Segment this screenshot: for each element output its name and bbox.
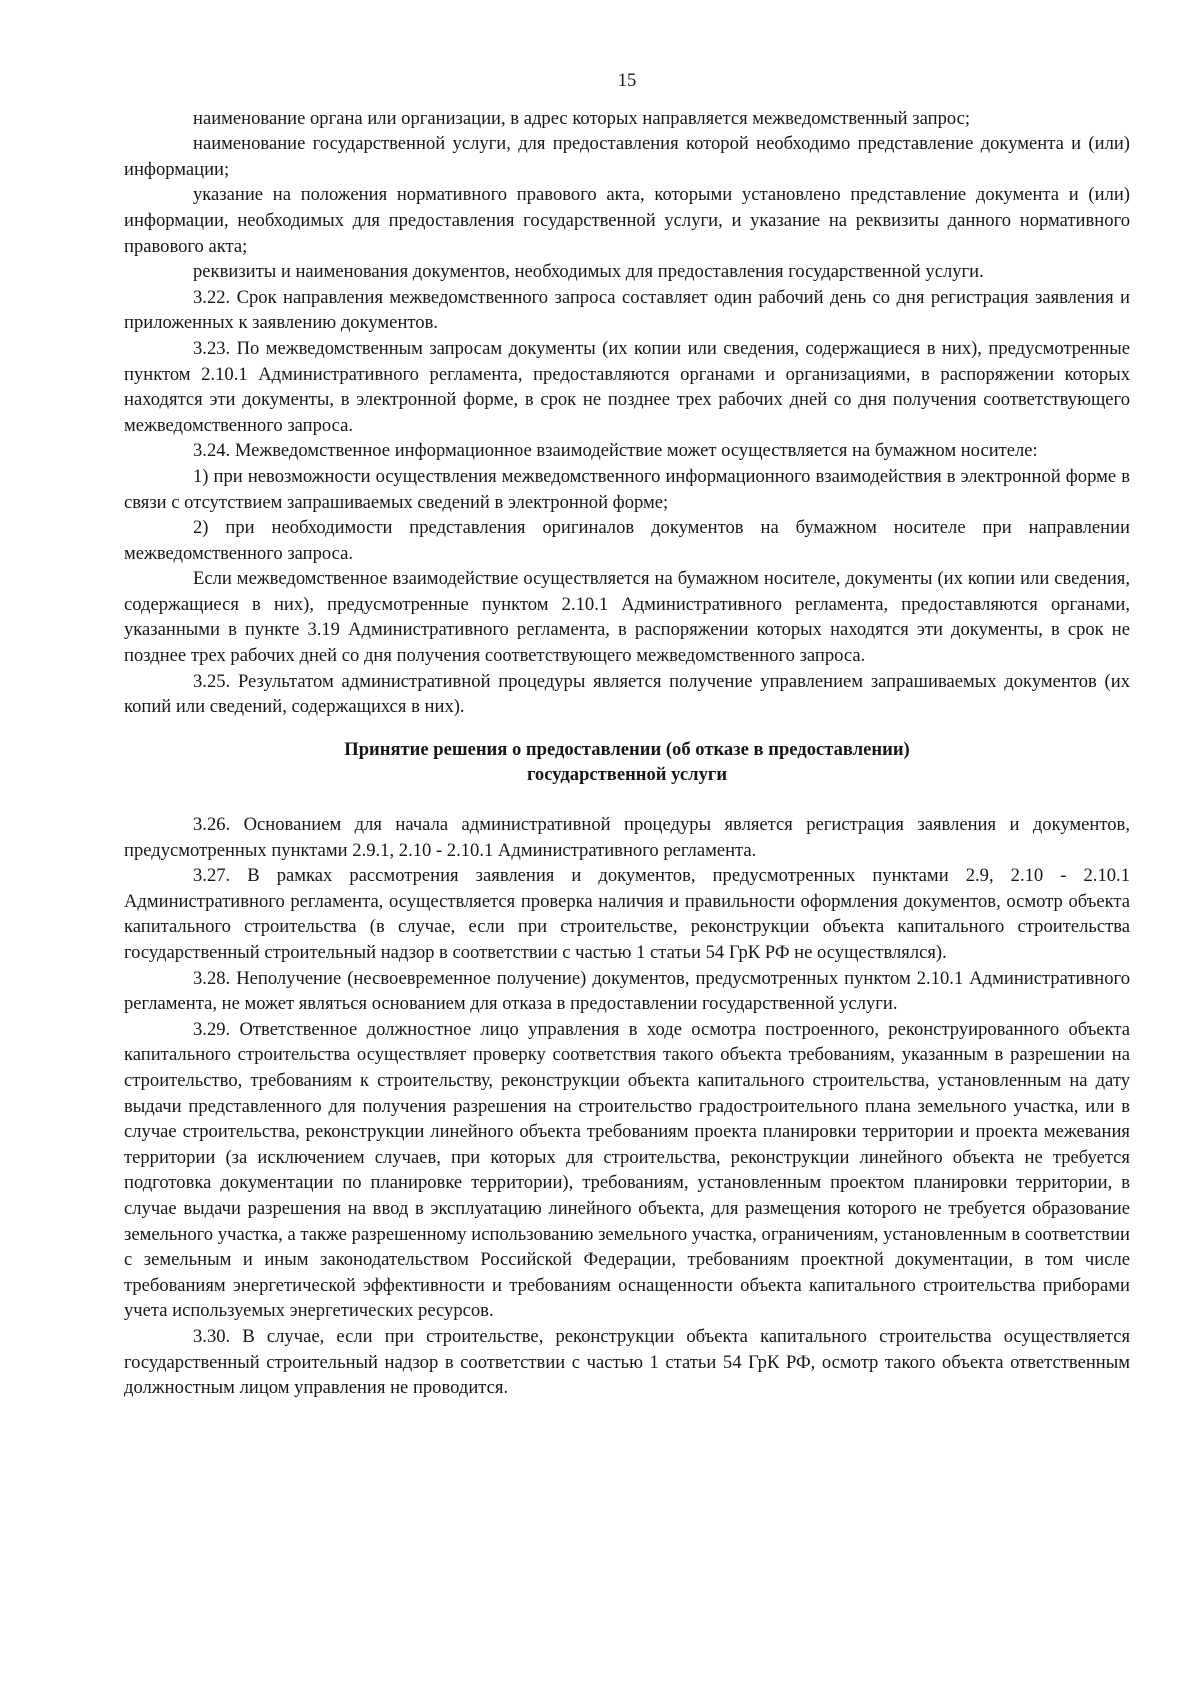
paragraph: наименование государственной услуги, для предоставления которой необходимо представление документа и (или) информации; [124,133,1130,180]
section-heading-line: Принятие решения о предоставлении (об отказе в предоставлении) [344,738,910,760]
paragraph: 3.26. Основанием для начала административной процедуры является регистрация заявления и документов, предусмотренных пунктами 2.9.1, 2.10 - 2.10.1 Административного регламента. [124,814,1130,861]
page-number: 15 [617,70,637,91]
document-page [124,68,1130,1401]
paragraph: реквизиты и наименования документов, необходимых для предоставления государственной услуги. [193,261,984,283]
section-heading-line: государственной услуги [526,764,728,786]
paragraph: 1) при невозможности осуществления межведомственного информационного взаимодействия в электронной форме в связи с отсутствием запрашиваемых сведений в электронной форме; [124,465,1130,513]
paragraph: 2) при необходимости представления оригиналов документов на бумажном носителе при направлении межведомственного запроса. [124,517,1130,564]
paragraph: 3.22. Срок направления межведомственного запроса составляет один рабочий день со дня регистрация заявления и приложенных к заявлению документов. [124,286,1130,334]
paragraph: 3.27. В рамках рассмотрения заявления и документов, предусмотренных пунктами 2.9, 2.10 - 2.10.1 Административного регламента, осуществляется проверка наличия и правильности оформления документов, осмотр объекта капитального строительства (в случае, если при строительстве, реконструкции объекта капитального строительства государственный строительный надзор в соответствии с частью 1 статьи 54 ГрК РФ не осуществлялся). [124,865,1130,963]
paragraph: 3.29. Ответственное должностное лицо управления в ходе осмотра построенного, реконструированного объекта капитального строительства осуществляет проверку соответствия такого объекта требованиям, указанным в разрешении на строительство, требованиям к строительству, реконструкции объекта капитального строительства, установленным на дату выдачи представленного для получения разрешения на строительство градостроительного плана земельного участка, или в случае строительства, реконструкции линейного объекта требованиям проекта планировки территории и проекта межевания территории (за исключением случаев, при которых для строительства, реконструкции линейного объекта не требуется подготовка документации по планировке территории), требованиям, установленным проектом планировки территории, в случае выдачи разрешения на ввод в эксплуатацию линейного объекта, для размещения которого не требуется образование земельного участка, а также разрешенному использованию земельного участка, ограничениям, установленным в соответствии с земельным и иным законодательством Российской Федерации, требованиям проектной документации, в том числе требованиям энергетической эффективности и требованиям оснащенности объекта капитального строительства приборами учета используемых энергетических ресурсов. [124,1018,1130,1322]
paragraph: 3.25. Результатом административной процедуры является получение управлением запрашиваемых документов (их копий или сведений, содержащихся в них). [124,670,1130,718]
paragraph: Если межведомственное взаимодействие осуществляется на бумажном носителе, документы (их копии или сведения, содержащиеся в них), предусмотренные пунктом 2.10.1 Административного регламента, предоставляются органами, указанными в пункте 3.19 Административного регламента, в распоряжении которых находятся эти документы, в срок не позднее трех рабочих дней со дня получения соответствующего межведомственного запроса. [124,568,1130,667]
paragraph: 3.28. Неполучение (несвоевременное получение) документов, предусмотренных пунктом 2.10.1 Административного регламента, не может являться основанием для отказа в предоставлении государственной услуги. [124,967,1130,1015]
paragraph: 3.30. В случае, если при строительстве, реконструкции объекта капитального строительства осуществляется государственный строительный надзор в соответствии с частью 1 статьи 54 ГрК РФ, осмотр такого объекта ответственным должностным лицом управления не проводится. [124,1325,1130,1399]
section-heading [124,737,1130,788]
paragraph: указание на положения нормативного правового акта, которыми установлено представление документа и (или) информации, необходимых для предоставления государственной услуги, и указание на реквизиты данного нормативного правового акта; [124,184,1130,257]
paragraph: 3.24. Межведомственное информационное взаимодействие может осуществляется на бумажном носителе: [193,440,1038,462]
paragraph: 3.23. По межведомственным запросам документы (их копии или сведения, содержащиеся в них), предусмотренные пунктом 2.10.1 Административного регламента, предоставляются органами и организациями, в распоряжении которых находятся эти документы, в электронной форме, в срок не позднее трех рабочих дней со дня получения соответствующего межведомственного запроса. [124,337,1130,436]
paragraph: наименование органа или организации, в адрес которых направляется межведомственный запрос; [193,107,971,129]
section-bottom [124,812,1130,1401]
section-top [124,106,1130,720]
